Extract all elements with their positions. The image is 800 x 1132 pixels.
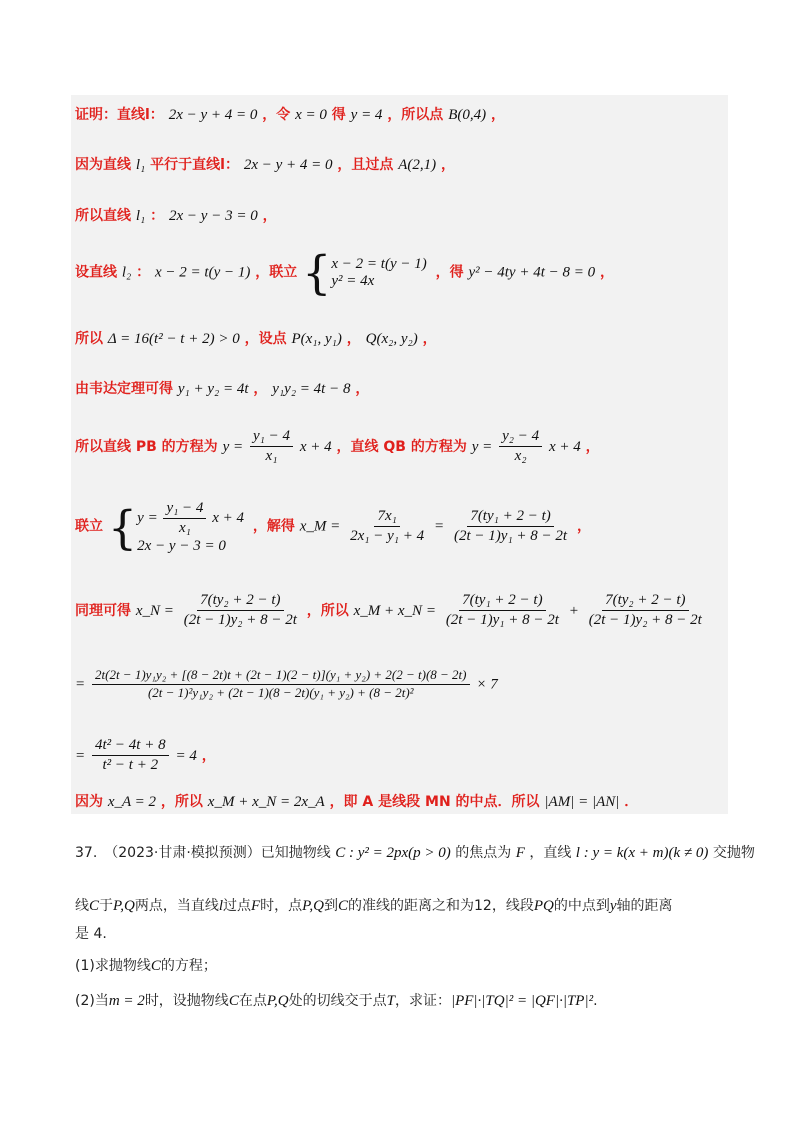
text: ， [585, 438, 600, 455]
text: 时，设抛物线 [144, 993, 229, 1009]
math: C [150, 958, 161, 974]
numerator: 7x₁ [374, 508, 399, 527]
question-part-1 [75, 955, 217, 975]
fraction [181, 592, 300, 630]
text: 两点，当直线 [134, 898, 219, 914]
text: ， [262, 208, 277, 224]
proof-line-5 [75, 328, 437, 348]
math: x + 4 [212, 510, 244, 527]
text: ： [136, 264, 151, 281]
text: 证明：直线l： [75, 107, 164, 123]
math: C [337, 898, 348, 914]
math: x_N = [135, 602, 174, 619]
math: x − 2 = t(y − 1) [155, 264, 251, 281]
text: ，得 [435, 264, 464, 281]
math: Q(x₂, y₂) [365, 331, 418, 347]
math: l : y = k(x + m)(k ≠ 0) [575, 845, 709, 861]
math: |PF|·|TQ|² = |QF|·|TP|² [450, 993, 594, 1009]
math: = [434, 518, 445, 535]
math: × 7 [476, 676, 498, 693]
text: ，联立 [255, 264, 298, 281]
numerator: 2t(2t − 1)y₁y₂ + [(8 − 2t)t + (2t − 1)(2 − t)](y₁ + y₂) + 2(2 − t)(8 − 2t) [92, 668, 470, 685]
text: ， [355, 381, 370, 397]
text: 所以 [75, 331, 103, 347]
math: y [609, 898, 617, 914]
math: P,Q [266, 993, 289, 1009]
math: + [568, 602, 579, 619]
text: ， [346, 331, 361, 347]
proof-line-7 [75, 428, 600, 466]
proof-line-3 [75, 205, 277, 225]
math: y² = 4x [331, 273, 375, 289]
numerator: y₂ − 4 [499, 428, 542, 447]
math: x − 2 = t(y − 1) [331, 256, 427, 272]
text: ，令 [262, 107, 291, 123]
text: 线 [75, 898, 89, 914]
text: ，即 A 是线段 MN 的中点．所以 [329, 794, 540, 810]
math: = [75, 676, 86, 693]
text: 时，点 [260, 898, 303, 914]
math: y = [222, 438, 244, 455]
math: l₁ [135, 208, 146, 224]
proof-line-2 [75, 154, 455, 174]
math: PQ [533, 898, 554, 914]
denominator: x₁ [265, 448, 278, 465]
numerator: 4t² − 4t + 8 [92, 737, 169, 756]
question-line-2 [75, 895, 673, 915]
math: A(2,1) [398, 157, 437, 173]
question-line-3 [75, 923, 107, 943]
math: F [251, 898, 261, 914]
text: 同理可得 [75, 602, 131, 619]
text: 是 4. [75, 926, 107, 942]
math: 2x − y − 3 = 0 [169, 208, 258, 224]
math: m = 2 [108, 993, 145, 1009]
text: 的焦点为 [455, 845, 512, 861]
text: ，所以 [306, 602, 349, 619]
fraction [92, 668, 470, 701]
text: ． [624, 794, 639, 810]
text: ，直线 QB 的方程为 [336, 438, 467, 455]
text: ，直线 [529, 845, 572, 861]
math: T [386, 993, 395, 1009]
proof-line-4 [75, 246, 614, 300]
text: 得 [331, 107, 346, 123]
brace: { [107, 500, 138, 555]
text: 轴的距离 [616, 898, 673, 914]
math: y₁ + y₂ = 4t [177, 381, 249, 397]
math: x_A = 2 [107, 794, 157, 810]
math: C [228, 993, 239, 1009]
text: 交抛物 [712, 845, 755, 861]
text: 平行于直线l： [150, 157, 239, 173]
text: 的中点到 [553, 898, 610, 914]
equation-system [331, 256, 426, 290]
denominator: (2t − 1)²y₁y₂ + (2t − 1)(8 − 2t)(y₁ + y₂) + (8 − 2t)² [147, 684, 414, 700]
fraction [92, 737, 169, 775]
numerator: 7(ty₁ + 2 − t) [467, 508, 553, 527]
math: = [75, 747, 86, 764]
math: y₁y₂ = 4t − 8 [272, 381, 351, 397]
math: x_M + x_N = 2x_A [207, 794, 325, 810]
text: ， [422, 331, 437, 347]
math: y = [137, 510, 158, 527]
text: ， [600, 264, 614, 281]
math: = 4 [175, 747, 197, 764]
text: (2)当 [75, 993, 109, 1009]
text: ，且过点 [337, 157, 394, 173]
proof-line-11 [75, 737, 216, 775]
text: 的准线的距离之和为12，线段 [348, 898, 534, 914]
proof-line-8 [75, 500, 591, 555]
text: 在点 [238, 993, 267, 1009]
text: 于 [99, 898, 114, 914]
text: ， [253, 381, 268, 397]
fraction [451, 508, 570, 546]
math: P,Q [113, 898, 135, 914]
text: 过点 [223, 898, 251, 914]
text: (1)求抛物线 [75, 958, 151, 974]
text: ： [150, 208, 165, 224]
text: 由韦达定理可得 [75, 381, 173, 397]
math: y = [471, 438, 493, 455]
math: y² − 4ty + 4t − 8 = 0 [468, 264, 596, 281]
math: x_M = [299, 518, 341, 535]
question-line-1 [75, 842, 755, 862]
fraction [586, 592, 705, 630]
fraction [443, 592, 562, 630]
denominator: (2t − 1)y₂ + 8 − 2t [183, 612, 297, 629]
text: 因为 [75, 794, 103, 810]
denominator: (2t − 1)y₂ + 8 − 2t [588, 612, 702, 629]
math: P(x₁, y₁) [291, 331, 342, 347]
fraction [499, 428, 542, 466]
denominator: (2t − 1)y₁ + 8 − 2t [454, 528, 568, 545]
text: 37. （2023·甘肃·模拟预测）已知抛物线 [75, 845, 331, 861]
denominator: x₁ [179, 520, 191, 537]
brace: { [302, 246, 332, 300]
math: x + 4 [299, 438, 332, 455]
fraction [347, 508, 427, 546]
text: ，设点 [244, 331, 287, 347]
math: Δ = 16(t² − t + 2) > 0 [107, 331, 240, 347]
text: 所以直线 [75, 208, 131, 224]
denominator: x₂ [514, 448, 527, 465]
text: ，所以点 [387, 107, 444, 123]
fraction [163, 500, 206, 538]
text: ，解得 [252, 518, 295, 535]
math: P,Q [302, 898, 324, 914]
equation-system [137, 500, 244, 555]
math: l₂ [121, 264, 132, 281]
math: F [515, 845, 525, 861]
math: y = 4 [350, 107, 383, 123]
text: 联立 [75, 518, 103, 535]
text: 到 [323, 898, 338, 914]
numerator: 7(ty₂ + 2 − t) [197, 592, 283, 611]
math: 2x − y + 4 = 0 [243, 157, 333, 173]
proof-line-6 [75, 378, 369, 398]
text: ， [576, 518, 591, 535]
math: 2x − y − 3 = 0 [137, 537, 226, 554]
text: ，求证： [394, 993, 451, 1009]
text: . [593, 993, 598, 1009]
text: ， [201, 747, 216, 764]
math: B(0,4) [448, 107, 487, 123]
question-part-2 [75, 990, 598, 1010]
math: l₁ [135, 157, 146, 173]
math: x + 4 [548, 438, 581, 455]
math: |AM| = |AN| [544, 794, 620, 810]
text: ，所以 [160, 794, 203, 810]
math: C : y² = 2px(p > 0) [335, 845, 451, 861]
denominator: (2t − 1)y₁ + 8 − 2t [445, 612, 559, 629]
text: 处的切线交于点 [288, 993, 387, 1009]
denominator: 2x₁ − y₁ + 4 [350, 528, 425, 545]
math: l [218, 898, 223, 914]
text: 设直线 [75, 264, 117, 281]
numerator: 7(ty₂ + 2 − t) [602, 592, 688, 611]
fraction [250, 428, 293, 466]
numerator: y₁ − 4 [250, 428, 293, 447]
denominator: t² − t + 2 [102, 757, 159, 774]
numerator: y₁ − 4 [163, 500, 206, 519]
text: ， [490, 107, 505, 123]
math: x = 0 [295, 107, 327, 123]
text: ， [441, 157, 456, 173]
math: 2x − y + 4 = 0 [168, 107, 258, 123]
proof-line-12 [75, 791, 638, 811]
proof-line-1 [75, 104, 505, 124]
proof-line-10 [75, 668, 498, 701]
math: C [89, 898, 100, 914]
text: 的方程； [160, 958, 217, 974]
text: 所以直线 PB 的方程为 [75, 438, 218, 455]
proof-line-9 [75, 592, 707, 630]
text: 因为直线 [75, 157, 131, 173]
math: x_M + x_N = [353, 602, 436, 619]
numerator: 7(ty₁ + 2 − t) [459, 592, 545, 611]
